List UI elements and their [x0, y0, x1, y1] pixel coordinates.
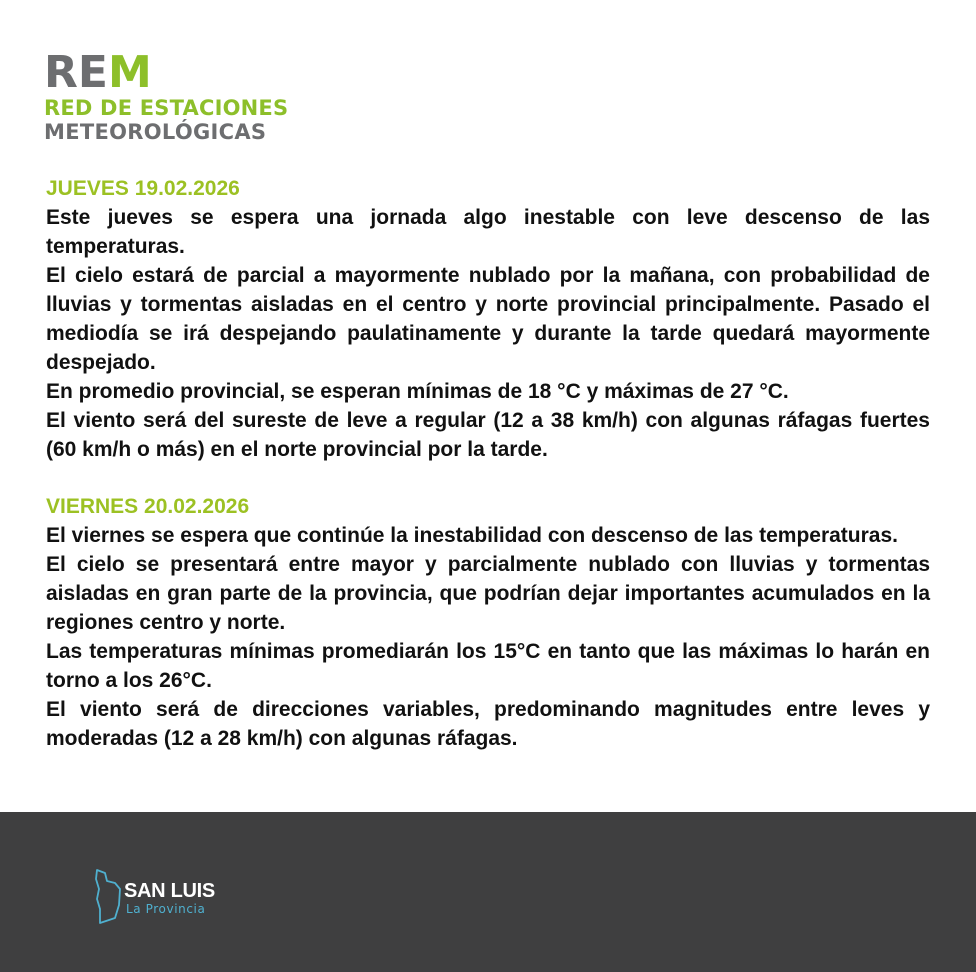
- day-title: JUEVES 19.02.2026: [46, 177, 240, 200]
- day-title: VIERNES 20.02.2026: [46, 495, 250, 518]
- footer-bar: [0, 812, 976, 972]
- san-luis-logo: [94, 869, 234, 929]
- forecast-paragraph: El viento será del sureste de leve a regular (12 a 38 km/h) con algunas ráfagas fuertes (60 km/h o más) en el norte provincial por la tarde.: [46, 409, 930, 461]
- rem-logo-line2: METEOROLÓGICAS: [44, 120, 267, 144]
- rem-logo-m: M: [107, 47, 152, 98]
- forecast-section-thursday: [46, 175, 930, 464]
- forecast-paragraph: El viernes se espera que continúe la inestabilidad con descenso de las temperaturas.: [46, 524, 898, 547]
- rem-logo-re: RE: [44, 47, 108, 98]
- forecast-content: [46, 175, 930, 753]
- forecast-section-friday: [46, 493, 930, 753]
- section-divider: [46, 464, 930, 493]
- san-luis-province-outline-icon: [94, 869, 124, 925]
- san-luis-logo-name: SAN LUIS: [124, 880, 215, 902]
- forecast-paragraph: El viento será de direcciones variables, predominando magnitudes entre leves y moderadas (12 a 28 km/h) con algunas ráfagas.: [46, 698, 930, 750]
- forecast-paragraph: El cielo estará de parcial a mayormente nublado por la mañana, con probabilidad de lluvias y tormentas aisladas en el centro y norte provincial principalmente. Pasado el mediodía se irá despejando paulatinamente y durante la tarde quedará mayormente despejado.: [46, 264, 930, 374]
- rem-logo-line1: RED DE ESTACIONES: [44, 96, 289, 120]
- forecast-paragraph: En promedio provincial, se esperan mínimas de 18 °C y máximas de 27 °C.: [46, 380, 789, 403]
- forecast-paragraph: El cielo se presentará entre mayor y parcialmente nublado con lluvias y tormentas aisladas en gran parte de la provincia, que podrían dejar importantes acumulados en la regiones centro y norte.: [46, 553, 930, 634]
- san-luis-logo-sub: La Provincia: [126, 902, 206, 916]
- forecast-paragraph: Este jueves se espera una jornada algo inestable con leve descenso de las temperaturas.: [46, 206, 930, 258]
- rem-logo: [44, 47, 289, 144]
- rem-logo-mark: [44, 47, 288, 98]
- forecast-paragraph: Las temperaturas mínimas promediarán los 15°C en tanto que las máximas lo harán en torno a los 26°C.: [46, 640, 930, 692]
